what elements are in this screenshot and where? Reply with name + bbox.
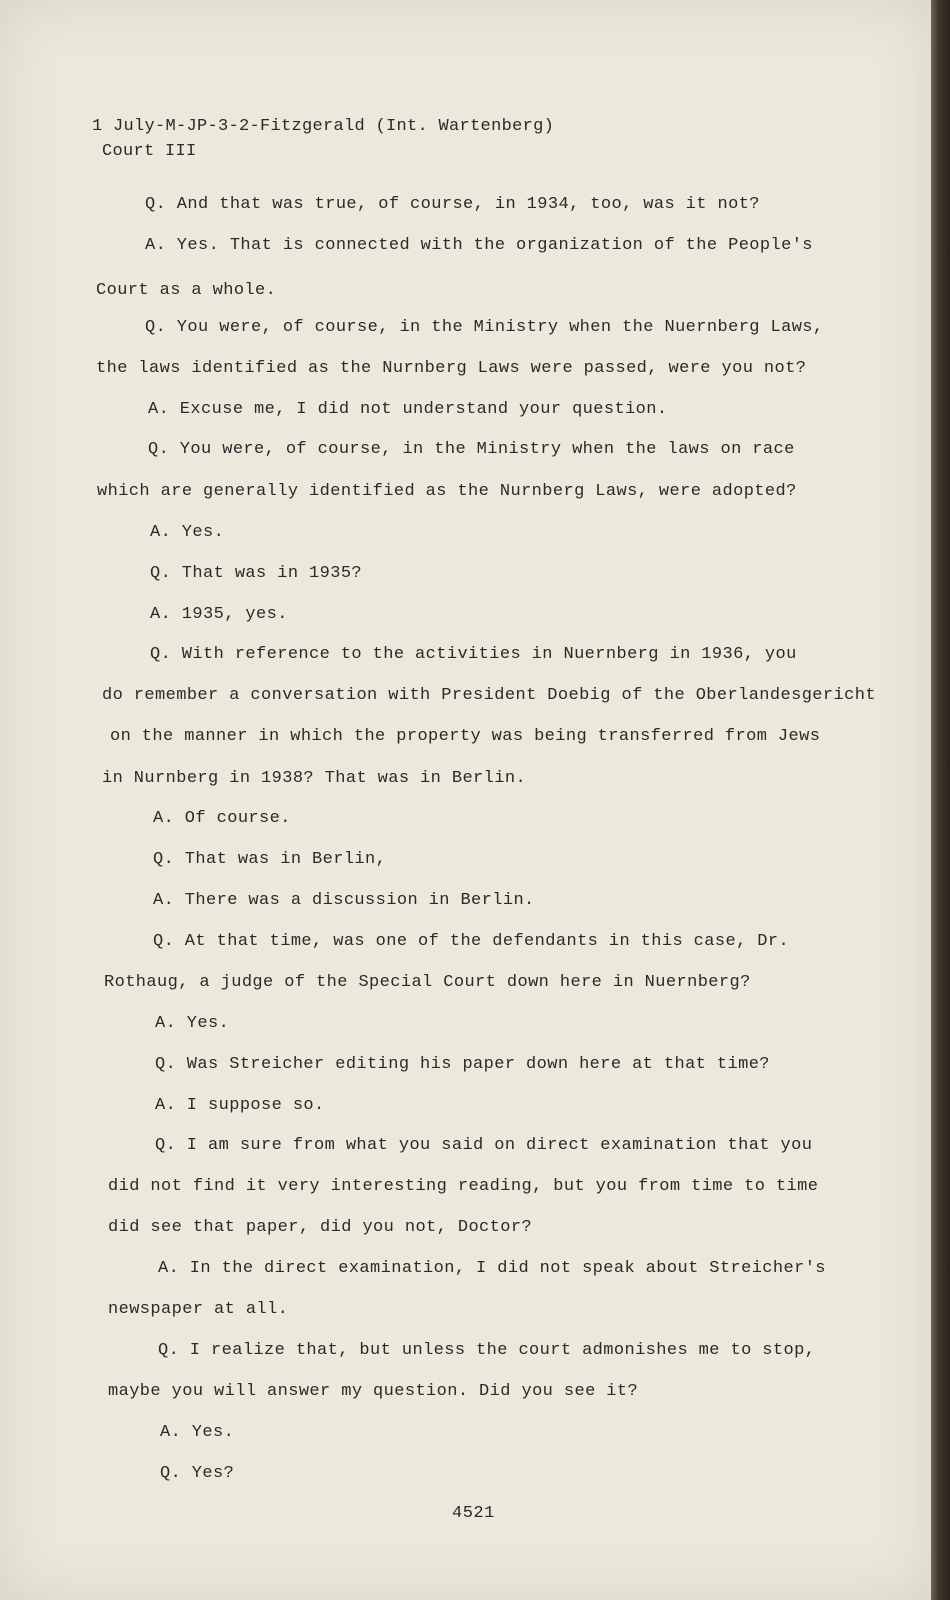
transcript-line: on the manner in which the property was being transferred from Jews (110, 727, 821, 746)
transcript-line: A. 1935, yes. (150, 605, 288, 624)
transcript-line: Q. That was in Berlin, (153, 850, 387, 869)
transcript-line: Q. That was in 1935? (150, 564, 363, 583)
transcript-line: A. In the direct examination, I did not speak about Streicher's (158, 1259, 826, 1278)
transcript-line: newspaper at all. (108, 1300, 289, 1319)
transcript-line: Court as a whole. (96, 281, 277, 300)
transcript-line: Q. Was Streicher editing his paper down here at that time? (155, 1055, 770, 1074)
transcript-line: A. There was a discussion in Berlin. (153, 891, 535, 910)
transcript-line: A. Excuse me, I did not understand your question. (148, 400, 668, 419)
transcript-line: A. Yes. (155, 1014, 230, 1033)
transcript-line: A. I suppose so. (155, 1096, 325, 1115)
transcript-line: Q. I am sure from what you said on direct examination that you (155, 1136, 813, 1155)
transcript-line: Q. You were, of course, in the Ministry when the Nuernberg Laws, (145, 318, 824, 337)
transcript-line: maybe you will answer my question. Did you see it? (108, 1382, 639, 1401)
transcript-line: Rothaug, a judge of the Special Court down here in Nuernberg? (104, 973, 751, 992)
transcript-line: A. Of course. (153, 809, 291, 828)
document-header (92, 114, 554, 164)
transcript-line: Q. I realize that, but unless the court admonishes me to stop, (158, 1341, 816, 1360)
transcript-line: A. Yes. (150, 523, 225, 542)
transcript-line: did see that paper, did you not, Doctor? (108, 1218, 533, 1237)
transcript-line: Q. And that was true, of course, in 1934, too, was it not? (145, 195, 760, 214)
transcript-line: do remember a conversation with President Doebig of the Oberlandesgericht (102, 686, 876, 705)
transcript-line: the laws identified as the Nurnberg Laws were passed, were you not? (96, 359, 807, 378)
transcript-line: A. Yes. That is connected with the organization of the People's (145, 236, 813, 255)
page-number: 4521 (452, 1504, 495, 1523)
transcript-line: Q. At that time, was one of the defendants in this case, Dr. (153, 932, 790, 951)
transcript-line: Q. You were, of course, in the Ministry when the laws on race (148, 440, 795, 459)
transcript-line: Q. Yes? (160, 1464, 235, 1483)
header-case-line: 1 July-M-JP-3-2-Fitzgerald (Int. Wartenberg) (92, 117, 555, 136)
transcript-line: Q. With reference to the activities in Nuernberg in 1936, you (150, 645, 797, 664)
transcript-line: did not find it very interesting reading, but you from time to time (108, 1177, 819, 1196)
transcript-line: which are generally identified as the Nurnberg Laws, were adopted? (97, 482, 797, 501)
page-edge-shadow (931, 0, 950, 1600)
transcript-line: in Nurnberg in 1938? That was in Berlin. (102, 769, 527, 788)
header-court-line: Court III (102, 142, 197, 161)
transcript-line: A. Yes. (160, 1423, 235, 1442)
